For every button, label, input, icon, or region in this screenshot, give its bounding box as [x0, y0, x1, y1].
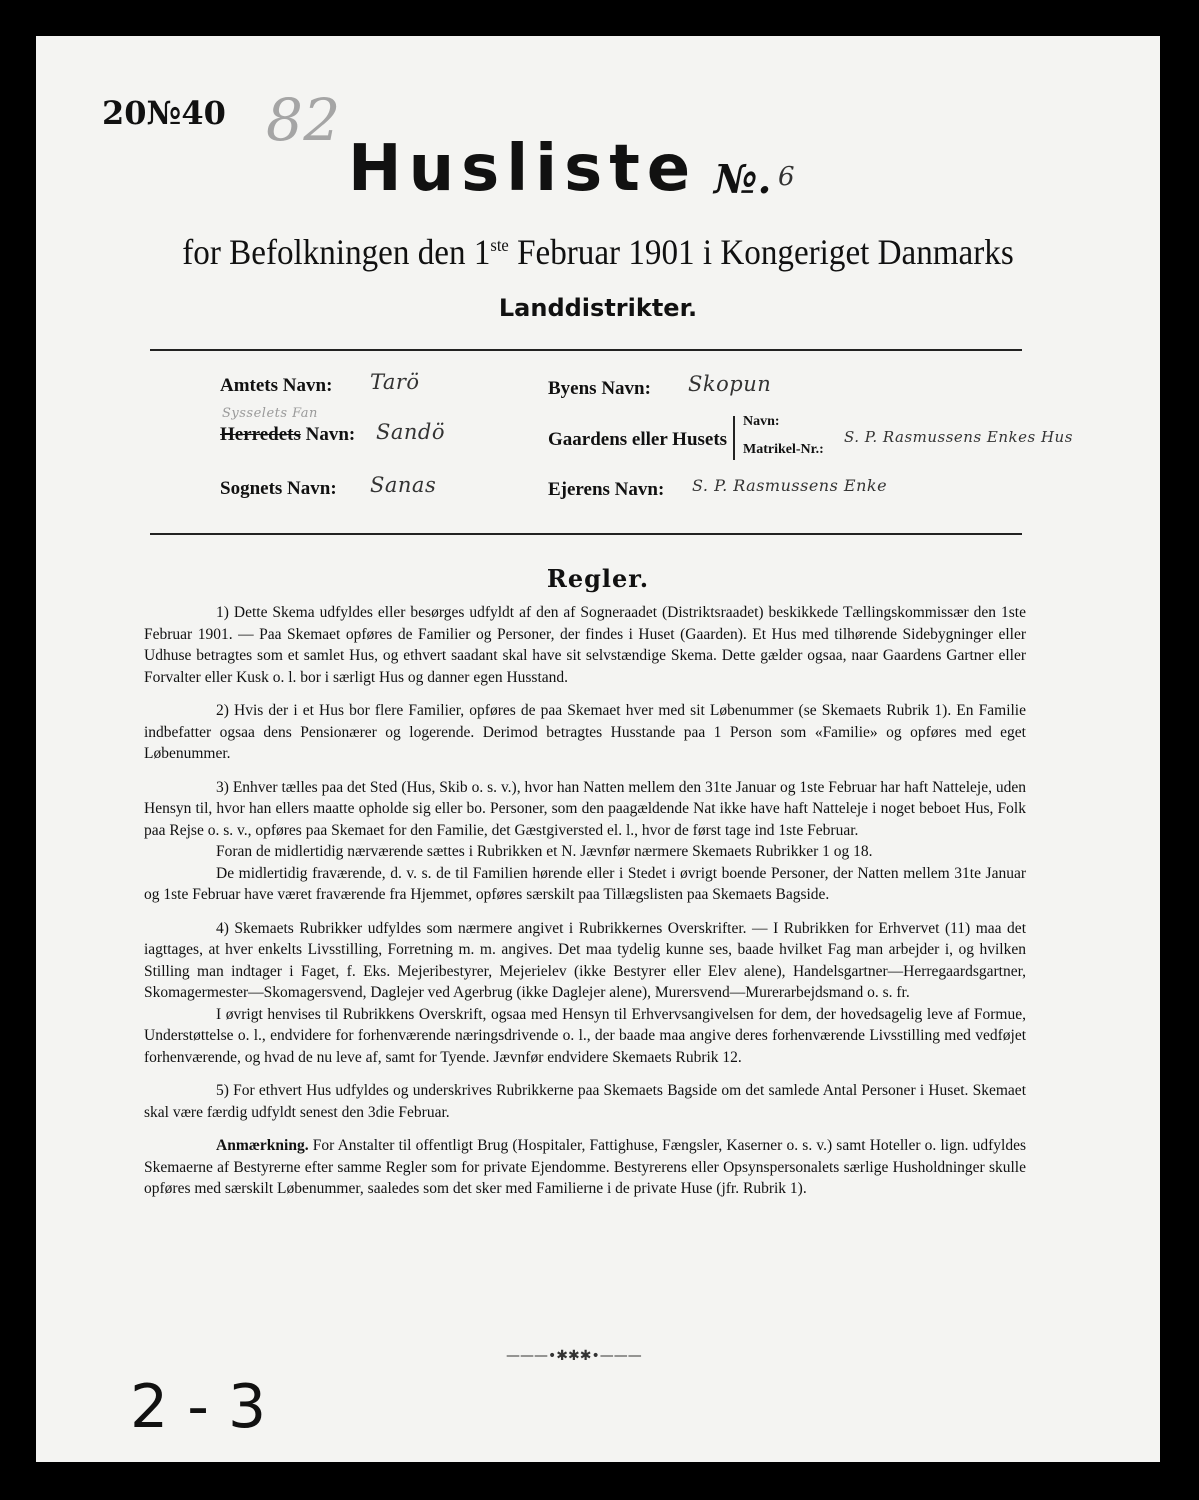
subtitle-after: Februar 1901 i Kongeriget Danmarks — [508, 232, 1014, 272]
gaard-sub-matrikel: Matrikel-Nr.: — [743, 442, 824, 457]
title-number-value: 6 — [778, 162, 796, 192]
pencil-number: 82 — [266, 86, 341, 154]
herred-struck: Herredets — [220, 424, 301, 445]
subtitle — [81, 231, 1115, 273]
herred-label-tail: Navn: — [300, 424, 356, 445]
rule-5: 5) For ethvert Hus udfyldes og underskrives Rubrikkerne paa Skemaets Bagside om det samlede Antal Personer i Huset. Skemaet skal være færdig udfyldt senest den 3die Februar. — [144, 1082, 1026, 1121]
amt-value: Tarö — [370, 370, 420, 394]
anmaerkning-label: Anmærkning. — [216, 1137, 309, 1154]
amt-label: Amtets Navn: — [220, 375, 333, 396]
anmaerkning — [144, 1135, 1026, 1200]
herred-handwritten-above: Sysselets Fan — [222, 406, 318, 421]
anmaerkning-text: For Anstalter til offentligt Brug (Hospitaler, Fattighuse, Fængsler, Kaserner o. s. v.) samt Hoteller o. lign. udfyldes Skemaerne af Bestyrerne efter samme Regler som for private Ejendomme. Bestyrerens eller Opsynspersonalets særlige Husholdninger skulle opføres med særskilt Løbenummer, saaledes som det sker med Familierne i de private Huse (jfr. Rubrik 1). — [144, 1137, 1026, 1197]
rules-body — [144, 602, 1026, 1212]
rule-4: 4) Skemaets Rubrikker udfyldes som nærmere angivet i Rubrikkernes Overskrifter. — I Rubrikken for Erhvervet (11) maa det iagttages, at hver enkelts Livsstilling, Forretning m. m. angives. Det maa tydelig kunne ses, baade hvilket Fag man arbejder i, og hvilken Stilling man indtager i Faget, f. Eks. Mejeribestyrer, Mejerielev (ikke Bestyrer eller Elev alene), Handelsgartner—Herregaardsgartner, Skomagermester—Skomagersvend, Daglejer ved Agerbrug (ikke Daglejer alene), Murersvend—Murerarbejdsmand o. s. fr. — [144, 919, 1026, 1001]
handwritten-note: 2 - 3 — [130, 1372, 267, 1442]
rule-1: 1) Dette Skema udfyldes eller besørges udfyldt af den af Sogneraadet (Distriktsraadet) beskikkede Tællingskommissær den 1ste Februar 1901. — Paa Skemaet opføres de Familier og Personer, der findes i Huset (Gaarden). Et Hus med tilhørende Sidebygninger eller Udhuse betragtes som et samlet Hus, og ethvert saadant skal have sit selvstændige Skema. Dette gælder ogsaa, naar Gaardens Gartner eller Forvalter eller Kusk o. l. bor i særligt Hus og danner egen Husstand. — [144, 604, 1026, 686]
rule-4-cont: I øvrigt henvises til Rubrikkens Overskrift, ogsaa med Hensyn til Erhvervsangivelsen for dem, der hovedsagelig leve af Formue, Understøttelse o. l., endvidere for forhenværende næringsdrivende o. l., der baade maa angive deres forhenværende Livsstilling med vedføjet forhenværende, og hvad de nu leve af, samt for Tyende. Jævnfør endvidere Skemaets Rubrik 12. — [144, 1005, 1026, 1066]
rule-3-cont-a: Foran de midlertidig nærværende sættes i Rubrikken et N. Jævnfør nærmere Skemaets Rubrikker 1 og 18. — [216, 843, 873, 860]
gaard-brace — [733, 416, 735, 460]
sub-subtitle: Landdistrikter. — [498, 294, 698, 322]
title-number-label: №. — [714, 156, 772, 203]
sogn-label: Sognets Navn: — [220, 478, 337, 499]
ornament-divider: ———•✱✱✱•——— — [506, 1348, 642, 1364]
ejer-label: Ejerens Navn: — [548, 479, 665, 500]
subtitle-sup: ste — [490, 235, 509, 255]
by-value: Skopun — [688, 372, 772, 396]
top-rule — [150, 349, 1022, 351]
gaard-sub-navn: Navn: — [743, 414, 780, 429]
bottom-rule — [150, 533, 1022, 535]
herred-value: Sandö — [376, 420, 446, 444]
rule-3: 3) Enhver tælles paa det Sted (Hus, Skib o. s. v.), hvor han Natten mellem den 31te Januar og 1ste Februar har haft Natteleje, uden Hensyn til, hvor han ellers maatte opholde sig eller bo. Personer, som den paagældende Nat ikke have haft Natteleje i noget beboet Hus, Folk paa Rejse o. s. v., opføres paa Skemaet for den Familie, det Gæstgiversted el. l., hvor de først tage ind 1ste Februar. — [144, 778, 1026, 839]
by-label: Byens Navn: — [548, 378, 651, 399]
sogn-value: Sanas — [370, 473, 437, 497]
page-title: Husliste — [348, 132, 698, 206]
ejer-value: S. P. Rasmussens Enke — [692, 476, 888, 495]
gaard-label: Gaardens eller Husets — [548, 429, 728, 450]
gaard-value: S. P. Rasmussens Enkes Hus — [844, 428, 1073, 446]
stamp-number: 20№40 — [102, 94, 226, 132]
rule-3-cont-b: De midlertidig fraværende, d. v. s. de til Familien hørende eller i Stedet i øvrigt boende Personer, der Natten mellem 31te Januar og 1ste Februar have været fraværende fra Hjemmet, opføres særskilt paa Tillægslisten paa Skemaets Bagside. — [144, 864, 1026, 903]
rule-2: 2) Hvis der i et Hus bor flere Familier, opføres de paa Skemaet hver med sit Løbenummer (se Skemaets Rubrik 1). En Familie indbefatter ogsaa dens Pensionærer og logerende. Derimod betragtes Husstande paa 1 Person som «Familie» og opføres med eget Løbenummer. — [144, 702, 1026, 762]
regler-title: Regler. — [546, 564, 650, 593]
census-form-page — [36, 36, 1160, 1462]
herred-label — [220, 424, 355, 446]
subtitle-before: for Befolkningen den 1 — [182, 232, 491, 272]
